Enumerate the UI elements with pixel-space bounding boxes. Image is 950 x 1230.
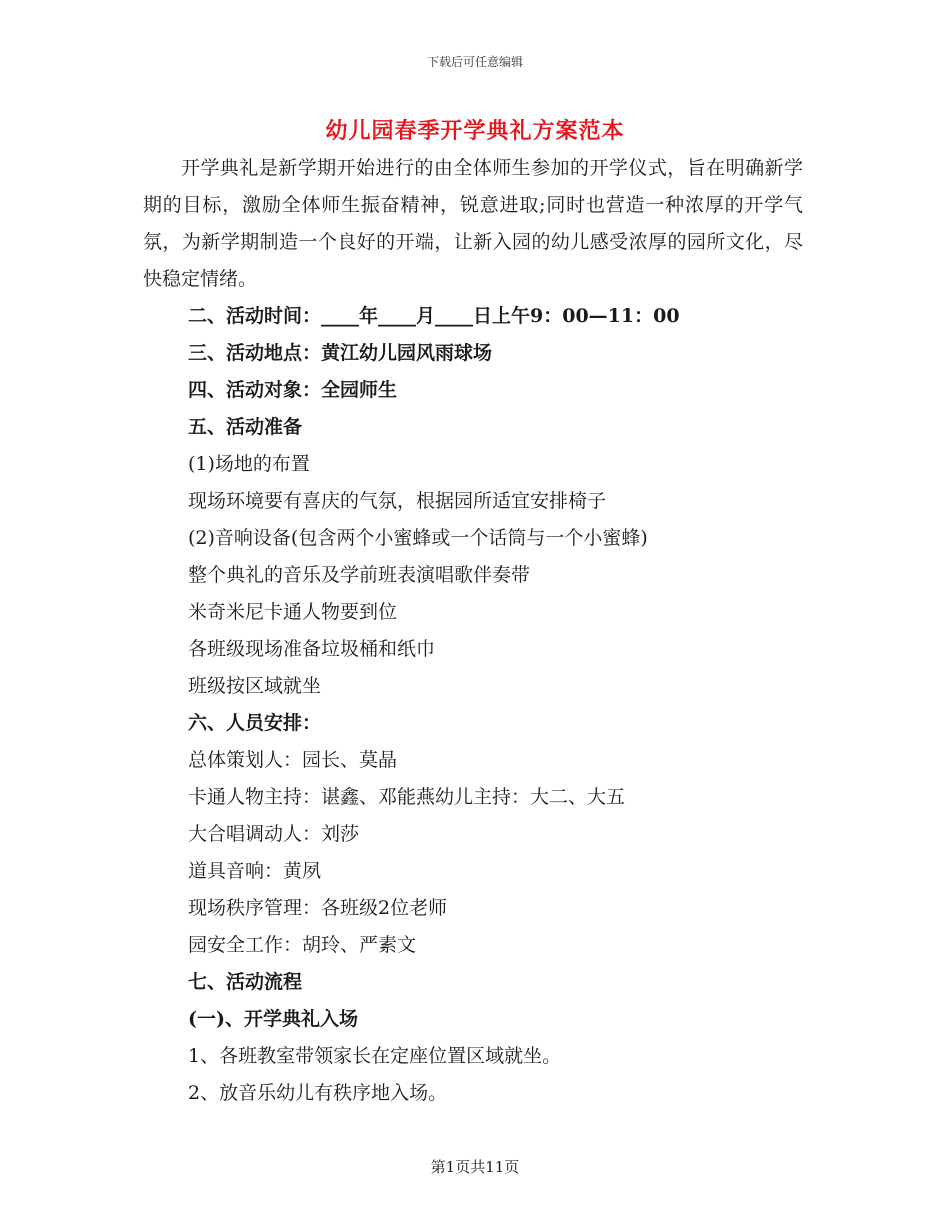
body-line: (2)音响设备(包含两个小蜜蜂或一个话筒与一个小蜜蜂) [188, 527, 648, 549]
body-line: 园安全工作：胡玲、严素文 [188, 934, 417, 956]
body-line: 各班级现场准备垃圾桶和纸巾 [188, 638, 436, 660]
section-heading: 四、活动对象：全园师生 [188, 379, 398, 401]
page-footer: 第1页共11页 [430, 1158, 520, 1176]
body-line: 整个典礼的音乐及学前班表演唱歌伴奏带 [188, 564, 531, 586]
document-title: 幼儿园春季开学典礼方案范本 [325, 118, 625, 144]
body-line: 现场环境要有喜庆的气氛，根据园所适宜安排椅子 [188, 490, 607, 512]
body-line: 2、放音乐幼儿有秩序地入场。 [188, 1082, 448, 1104]
body-line: 卡通人物主持：谌鑫、邓能燕幼儿主持：大二、大五 [188, 786, 626, 808]
body-line: 道具音响：黄夙 [188, 860, 322, 882]
body-line: 大合唱调动人：刘莎 [188, 823, 360, 845]
section-heading: 六、人员安排： [188, 712, 322, 734]
body-line: 现场秩序管理：各班级2位老师 [188, 897, 448, 919]
section-heading: 二、活动时间：____年____月____日上午9：00—11：00 [188, 305, 680, 327]
body-line: 总体策划人：园长、莫晶 [188, 749, 398, 771]
header-note: 下载后可任意编辑 [426, 55, 523, 69]
section-heading: 五、活动准备 [188, 416, 303, 438]
intro-paragraph: 开学典礼是新学期开始进行的由全体师生参加的开学仪式，旨在明确新学期的目标，激励全体师生振奋精神，锐意进取;同时也营造一种浓厚的开学气氛，为新学期制造一个良好的开端，让新入园的幼儿感受浓厚的园所文化，尽快稳定情绪。 [143, 157, 803, 290]
body-line: (1)场地的布置 [188, 453, 310, 475]
section-heading: 三、活动地点：黄江幼儿园风雨球场 [188, 342, 493, 364]
body-line: 班级按区域就坐 [188, 675, 322, 697]
body-lines [188, 298, 828, 1112]
section-heading: 七、活动流程 [188, 971, 303, 993]
body-line: 米奇米尼卡通人物要到位 [188, 601, 398, 623]
body-line: 1、各班教室带领家长在定座位置区域就坐。 [188, 1045, 562, 1067]
section-heading: (一)、开学典礼入场 [188, 1008, 358, 1030]
